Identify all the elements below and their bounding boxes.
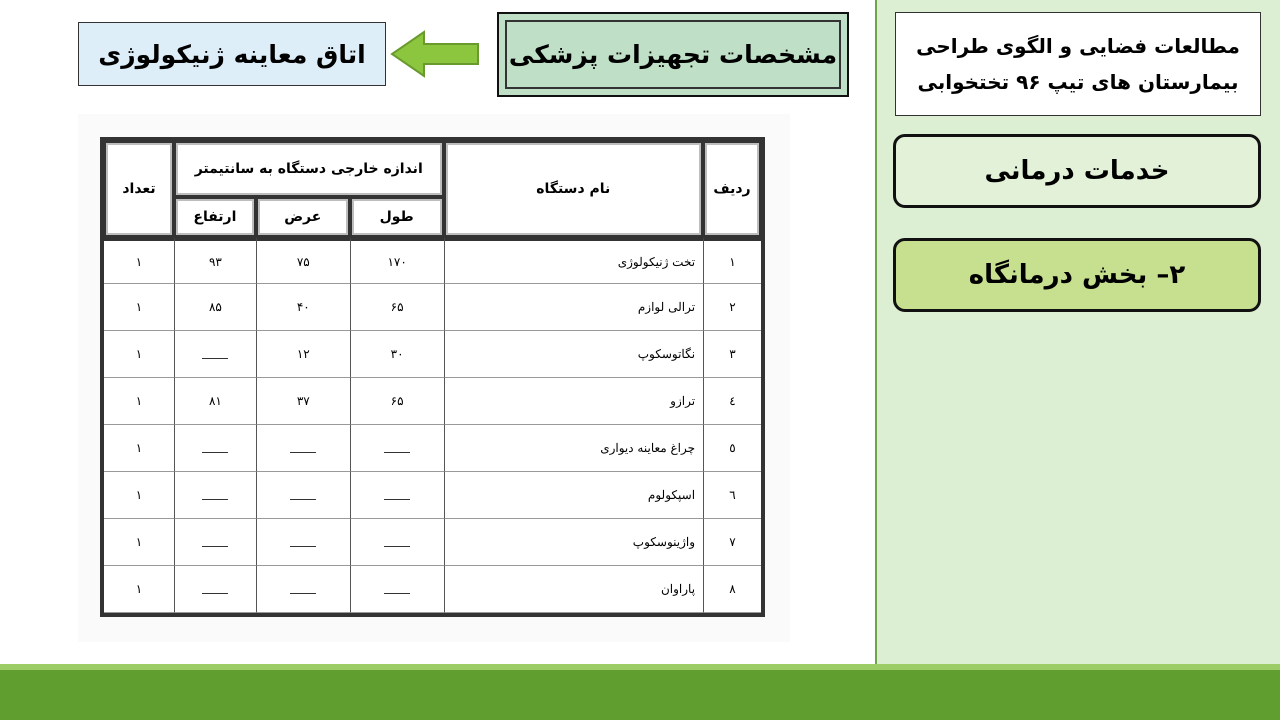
cell-count: ۱ — [104, 425, 174, 472]
cell-height: ۹۳ — [174, 237, 256, 284]
footer-bar — [0, 670, 1280, 720]
cell-num: ۲ — [703, 284, 761, 331]
empty-value-dash — [384, 593, 410, 594]
cell-name: چراغ معاینه دیواری — [444, 425, 704, 472]
services-section-box — [893, 134, 1261, 208]
room-title-banner — [78, 22, 386, 86]
cell-count: ۱ — [104, 519, 174, 566]
equipment-specs-banner — [497, 12, 849, 97]
table-row — [104, 284, 761, 331]
table-row — [104, 237, 761, 284]
cell-length: ۳۰ — [350, 331, 444, 378]
cell-count: ۱ — [104, 378, 174, 425]
cell-height — [174, 472, 256, 519]
empty-value-dash — [290, 499, 316, 500]
empty-value-dash — [290, 546, 316, 547]
empty-value-dash — [290, 593, 316, 594]
cell-num: ٤ — [703, 378, 761, 425]
cell-height — [174, 566, 256, 613]
cell-width — [256, 425, 350, 472]
cell-length — [350, 472, 444, 519]
cell-num: ۸ — [703, 566, 761, 613]
cell-count: ۱ — [104, 566, 174, 613]
project-title-line2: بیمارستان های تیپ ۹۶ تختخوابی — [917, 70, 1239, 94]
cell-name: ترازو — [444, 378, 704, 425]
cell-name: پاراوان — [444, 566, 704, 613]
table-row — [104, 472, 761, 519]
cell-height: ۸۵ — [174, 284, 256, 331]
cell-count: ۱ — [104, 472, 174, 519]
equipment-table-body — [104, 237, 761, 613]
room-title: اتاق معاینه ژنیکولوژی — [98, 39, 366, 69]
header-count: تعداد — [104, 141, 174, 237]
empty-value-dash — [202, 546, 228, 547]
empty-value-dash — [202, 499, 228, 500]
equipment-table — [100, 137, 765, 617]
empty-value-dash — [202, 358, 228, 359]
cell-num: ۳ — [703, 331, 761, 378]
equipment-specs-title: مشخصات تجهیزات پزشکی — [508, 40, 838, 69]
cell-width: ۳۷ — [256, 378, 350, 425]
left-arrow-icon — [390, 30, 480, 78]
cell-name: ترالی لوازم — [444, 284, 704, 331]
table-row — [104, 425, 761, 472]
cell-width — [256, 519, 350, 566]
empty-value-dash — [384, 499, 410, 500]
header-height: ارتفاع — [174, 197, 256, 237]
cell-num: ٥ — [703, 425, 761, 472]
cell-name: نگاتوسکوپ — [444, 331, 704, 378]
cell-num: ۷ — [703, 519, 761, 566]
cell-length — [350, 425, 444, 472]
cell-length: ۱۷۰ — [350, 237, 444, 284]
cell-count: ۱ — [104, 284, 174, 331]
empty-value-dash — [384, 546, 410, 547]
cell-length: ۶۵ — [350, 284, 444, 331]
cell-width: ۱۲ — [256, 331, 350, 378]
header-width: عرض — [256, 197, 350, 237]
cell-count: ۱ — [104, 237, 174, 284]
cell-height: ۸۱ — [174, 378, 256, 425]
empty-value-dash — [202, 452, 228, 453]
cell-width — [256, 566, 350, 613]
department-label: ۲– بخش درمانگاه — [968, 260, 1186, 290]
cell-count: ۱ — [104, 331, 174, 378]
header-device-name: نام دستگاه — [444, 141, 704, 237]
cell-height — [174, 519, 256, 566]
cell-name: تخت ژنیکولوژی — [444, 237, 704, 284]
table-row — [104, 331, 761, 378]
table-row — [104, 378, 761, 425]
header-length: طول — [350, 197, 444, 237]
cell-name: واژینوسکوپ — [444, 519, 704, 566]
cell-length: ۶۵ — [350, 378, 444, 425]
cell-length — [350, 566, 444, 613]
cell-width: ۴۰ — [256, 284, 350, 331]
empty-value-dash — [384, 452, 410, 453]
header-row-number: ردیف — [703, 141, 761, 237]
cell-name: اسپکولوم — [444, 472, 704, 519]
table-row — [104, 519, 761, 566]
table-row — [104, 566, 761, 613]
cell-height — [174, 425, 256, 472]
cell-num: ٦ — [703, 472, 761, 519]
cell-height — [174, 331, 256, 378]
department-section-box — [893, 238, 1261, 312]
project-title — [895, 12, 1261, 116]
cell-length — [350, 519, 444, 566]
cell-num: ۱ — [703, 237, 761, 284]
project-title-line1: مطالعات فضایی و الگوی طراحی — [916, 34, 1240, 58]
cell-width — [256, 472, 350, 519]
header-external-size: اندازه خارجی دستگاه به سانتیمتر — [174, 141, 444, 197]
cell-width: ۷۵ — [256, 237, 350, 284]
empty-value-dash — [202, 593, 228, 594]
services-label: خدمات درمانی — [984, 156, 1170, 186]
empty-value-dash — [290, 452, 316, 453]
